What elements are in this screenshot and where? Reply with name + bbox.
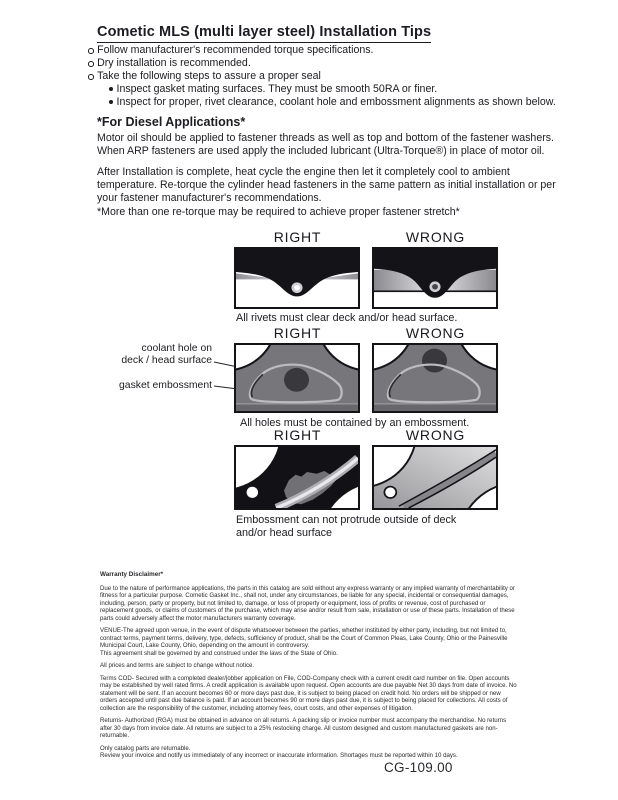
wrong-label: WRONG (405, 229, 466, 245)
list-item (109, 83, 558, 96)
wrong-label: WRONG (405, 325, 466, 341)
disclaimer-paragraph: Only catalog parts are returnable. (100, 744, 191, 752)
protrusion-wrong-illustration (374, 447, 496, 508)
wrong-label: WRONG (405, 427, 466, 443)
disclaimer-paragraph: Due to the nature of performance applications, the parts in this catalog are sold without any express warranty or any implied warranty of merchantability or fitness for a particular purpose. Cometic Gasket Inc., shall not, under any circumstances, be liable for any special, incidental or consequential damages, including, person, party or property, but not limited to, damage, or loss of property or equipment, loss of profits or revenue, cost of purchased or replacement goods, or claims of customers of the purchase, which may arise and/or result from sale, installation or use of these parts. Installation of these parts could adversely affect the motor manufacturers warranty coverage. (100, 584, 515, 622)
open-bullet-icon (88, 48, 94, 54)
list-item-text: Dry installation is recommended. (97, 57, 251, 69)
figure1-caption: All rivets must clear deck and/or head surface. (236, 312, 458, 324)
list-item (88, 57, 558, 70)
embossment-right-diagram (234, 343, 360, 413)
disclaimer-paragraph: VENUE-The agreed upon venue, in the event of dispute whatsoever between the parties, whether instituted by either party, including, but not limited to, contract terms, payment terms, delivery, type, defects, sufficiency of product, shall be the Court of Common Pleas, Lake County, Ohio or the Painesville Municipal Court, Lake County, Ohio, depending on the amount in controversy. (100, 627, 508, 649)
figure-right (234, 325, 361, 413)
coolant-hole-annotation (104, 343, 212, 367)
right-label: RIGHT (273, 229, 322, 245)
filled-bullet-icon (109, 100, 113, 104)
rivet-right-illustration (236, 249, 358, 307)
figure2-caption: All holes must be contained by an embossment. (240, 417, 470, 429)
figure-rivet-clearance (234, 229, 499, 309)
disclaimer-paragraph: Returns- Authorized (RGA) must be obtained in advance on all returns. A packing slip or invoice number must accompany the merchandise. No returns after 30 days from invoice date. All returns are subject to a 25% restocking charge. All custom designed and custom manufactured gaskets are non-returnable. (100, 717, 507, 739)
diesel-paragraph-1: Motor oil should be applied to fastener threads as well as top and bottom of the fastener washers. When ARP fasteners are used apply the included lubricant (Ultra-Torque®) in place of motor oil. (97, 132, 554, 158)
figure-right (234, 229, 361, 309)
installation-tips-list (88, 44, 558, 109)
figure-wrong (372, 229, 499, 309)
figure-wrong (372, 427, 499, 510)
disclaimer-paragraph: This agreement shall be governed by and construed under the laws of the State of Ohio. (100, 649, 338, 657)
figure-right (234, 427, 361, 510)
rivet-wrong-illustration (374, 249, 496, 307)
annotation-line: deck / head surface (121, 355, 212, 366)
protrusion-right-diagram (234, 445, 360, 510)
embossment-right-illustration (236, 345, 358, 411)
disclaimer-heading: Warranty Disclaimer* (100, 571, 164, 578)
right-label: RIGHT (273, 427, 322, 443)
page-title: Cometic MLS (multi layer steel) Installation Tips (97, 24, 431, 43)
list-item-text: Inspect for proper, rivet clearance, coolant hole and embossment alignments as shown below. (116, 96, 556, 108)
rivet-right-diagram (234, 247, 360, 309)
retorque-note: *More than one re-torque may be required to achieve proper fastener stretch* (97, 206, 460, 218)
disclaimer-paragraph: Terms COD- Secured with a completed dealer/jobber application on File, COD-Company check with a current credit card number on file. Open accounts may be established by well rated firms. A credit application is available upon request. Open accounts are due payable Net 30 days from date of invoice. No statement will be sent. If an account becomes 60 or more days past due, it is subject to being placed on credit hold. No orders will be shipped or new orders accepted until past due balance is paid. If an account becomes 90 or more days past due, it is subject to being placed for collections. All costs of collection are the responsibility of the customer, including attorney fees, court costs, and other expenses of litigation. (100, 674, 517, 712)
rivet-wrong-diagram (372, 247, 498, 309)
diesel-paragraph-2: After Installation is complete, heat cycle the engine then let it completely cool to ambient temperature. Re-torque the cylinder head fasteners in the same pattern as initial installation or per your fastener manufacturer's recommendations. (97, 166, 556, 205)
figure3-caption: Embossment can not protrude outside of deck and/or head surface (236, 514, 457, 539)
annotation-line: coolant hole on (141, 343, 212, 354)
list-item (109, 96, 558, 109)
list-item-text: Follow manufacturer's recommended torque specifications. (97, 44, 374, 56)
disclaimer-paragraph: Review your invoice and notify us immediately of any incorrect or inaccurate information. Shortages must be reported within 10 days. (100, 752, 458, 759)
embossment-wrong-diagram (372, 343, 498, 413)
figure-embossment-protrusion (234, 427, 499, 510)
disclaimer-paragraph: All prices and terms are subject to change without notice. (100, 662, 255, 669)
protrusion-right-illustration (236, 447, 358, 508)
list-item-text: Take the following steps to assure a proper seal (97, 70, 321, 82)
filled-bullet-icon (109, 87, 113, 91)
list-item (88, 70, 558, 83)
protrusion-wrong-diagram (372, 445, 498, 510)
open-bullet-icon (88, 74, 94, 80)
figure-wrong (372, 325, 499, 413)
page-number: CG-109.00 (384, 760, 453, 775)
diesel-applications-heading: *For Diesel Applications* (97, 115, 246, 129)
list-item (88, 44, 558, 57)
warranty-disclaimer (100, 571, 518, 760)
open-bullet-icon (88, 61, 94, 67)
gasket-embossment-annotation: gasket embossment (119, 380, 212, 391)
list-item-text: Inspect gasket mating surfaces. They must be smooth 50RA or finer. (116, 83, 438, 95)
right-label: RIGHT (273, 325, 322, 341)
embossment-wrong-illustration (374, 345, 496, 411)
figure-hole-embossment (234, 325, 499, 413)
